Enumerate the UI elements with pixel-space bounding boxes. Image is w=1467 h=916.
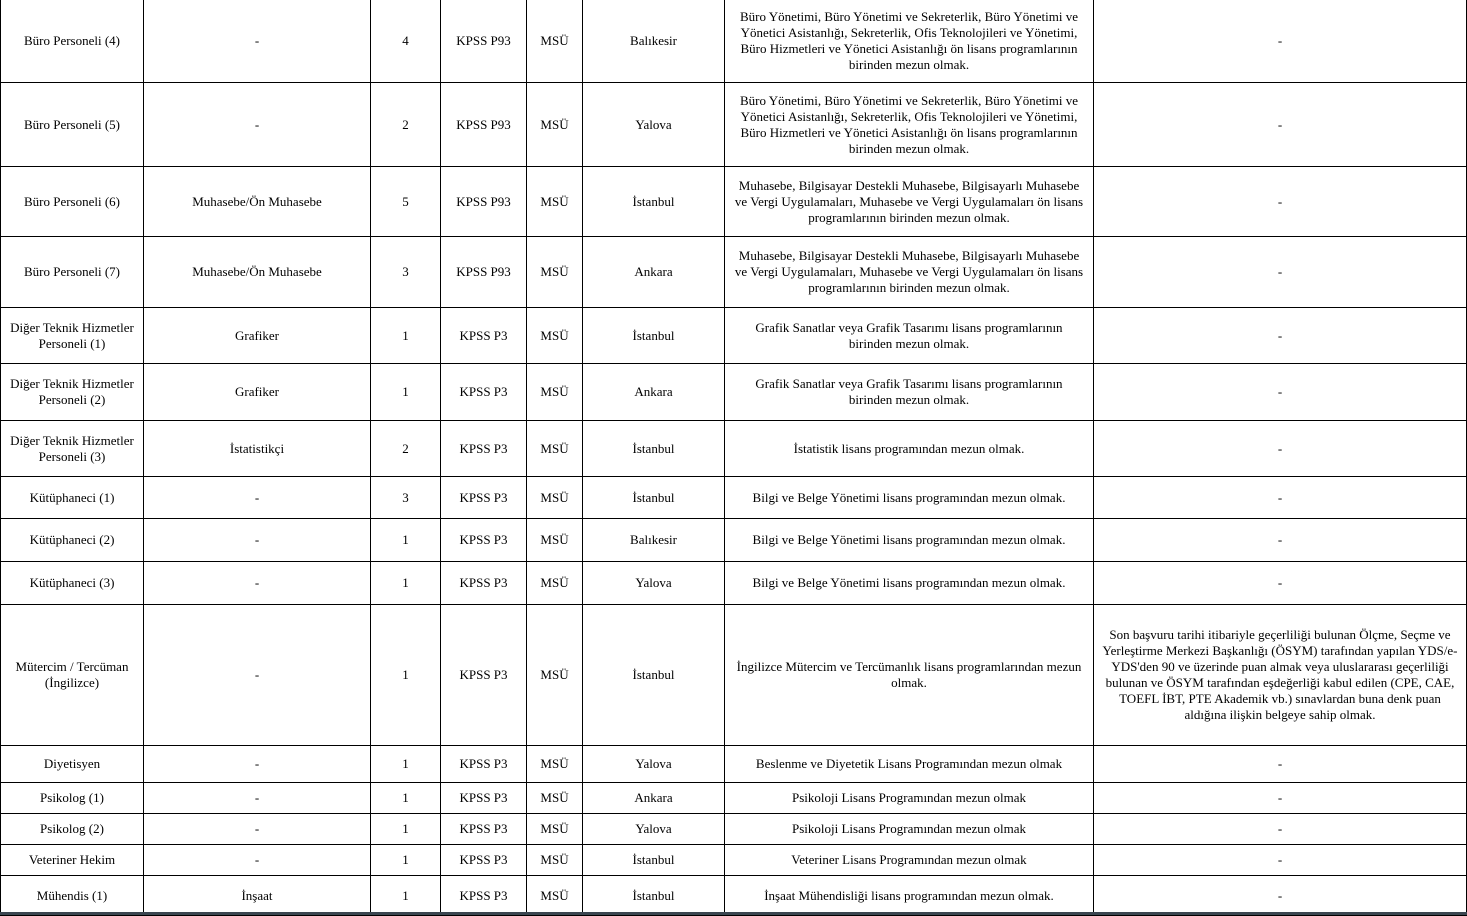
position-title-cell: Veteriner Hekim [1, 845, 144, 876]
education-requirement-cell: Grafik Sanatlar veya Grafik Tasarımı lisans programlarının birinden mezun olmak. [725, 308, 1094, 364]
unit-cell: MSÜ [527, 845, 583, 876]
other-requirement-cell: - [1094, 783, 1467, 814]
position-title-cell: Diğer Teknik Hizmetler Personeli (1) [1, 308, 144, 364]
education-requirement-cell: İngilizce Mütercim ve Tercümanlık lisans programlarından mezun olmak. [725, 605, 1094, 746]
city-cell: İstanbul [583, 421, 725, 477]
specialty-cell: - [144, 562, 371, 605]
table-row [1, 746, 1467, 783]
city-cell: Ankara [583, 783, 725, 814]
unit-cell: MSÜ [527, 605, 583, 746]
count-cell: 3 [371, 237, 441, 308]
unit-cell: MSÜ [527, 783, 583, 814]
count-cell: 3 [371, 477, 441, 519]
count-cell: 1 [371, 814, 441, 845]
position-title-cell: Diğer Teknik Hizmetler Personeli (3) [1, 421, 144, 477]
city-cell: Yalova [583, 562, 725, 605]
city-cell: İstanbul [583, 477, 725, 519]
exam-score-type-cell: KPSS P3 [441, 562, 527, 605]
specialty-cell: Grafiker [144, 364, 371, 421]
exam-score-type-cell: KPSS P3 [441, 845, 527, 876]
education-requirement-cell: Psikoloji Lisans Programından mezun olmak [725, 814, 1094, 845]
specialty-cell: - [144, 845, 371, 876]
other-requirement-cell: - [1094, 237, 1467, 308]
city-cell: Ankara [583, 364, 725, 421]
unit-cell: MSÜ [527, 876, 583, 916]
specialty-cell: - [144, 519, 371, 562]
position-title-cell: Büro Personeli (4) [1, 0, 144, 83]
city-cell: İstanbul [583, 876, 725, 916]
city-cell: İstanbul [583, 308, 725, 364]
position-title-cell: Kütüphaneci (1) [1, 477, 144, 519]
city-cell: İstanbul [583, 605, 725, 746]
table-row [1, 0, 1467, 83]
table-row [1, 364, 1467, 421]
position-title-cell: Psikolog (2) [1, 814, 144, 845]
exam-score-type-cell: KPSS P3 [441, 421, 527, 477]
count-cell: 1 [371, 308, 441, 364]
position-title-cell: Psikolog (1) [1, 783, 144, 814]
city-cell: Balıkesir [583, 0, 725, 83]
other-requirement-cell: - [1094, 814, 1467, 845]
education-requirement-cell: Bilgi ve Belge Yönetimi lisans programından mezun olmak. [725, 477, 1094, 519]
education-requirement-cell: Bilgi ve Belge Yönetimi lisans programından mezun olmak. [725, 562, 1094, 605]
table-row [1, 477, 1467, 519]
count-cell: 2 [371, 83, 441, 167]
count-cell: 1 [371, 364, 441, 421]
position-title-cell: Diyetisyen [1, 746, 144, 783]
city-cell: Ankara [583, 237, 725, 308]
city-cell: Yalova [583, 814, 725, 845]
specialty-cell: İnşaat [144, 876, 371, 916]
position-title-cell: Kütüphaneci (3) [1, 562, 144, 605]
education-requirement-cell: Muhasebe, Bilgisayar Destekli Muhasebe, Bilgisayarlı Muhasebe ve Vergi Uygulamaları, Muhasebe ve Vergi Uygulamaları ön lisans programlarının birinden mezun olmak. [725, 237, 1094, 308]
count-cell: 1 [371, 562, 441, 605]
table-row [1, 845, 1467, 876]
other-requirement-cell: - [1094, 845, 1467, 876]
education-requirement-cell: Muhasebe, Bilgisayar Destekli Muhasebe, Bilgisayarlı Muhasebe ve Vergi Uygulamaları, Muhasebe ve Vergi Uygulamaları ön lisans programlarının birinden mezun olmak. [725, 167, 1094, 237]
table-row [1, 562, 1467, 605]
position-title-cell: Büro Personeli (6) [1, 167, 144, 237]
other-requirement-cell: - [1094, 167, 1467, 237]
other-requirement-cell: Son başvuru tarihi itibariyle geçerliliği bulunan Ölçme, Seçme ve Yerleştirme Merkezi Başkanlığı (ÖSYM) tarafından yapılan YDS/e-YDS'den 90 ve üzerinde puan almak veya uluslararası geçerliliği bulunan ve ÖSYM tarafından eşdeğerliği kabul edilen (CPE, CAE, TOEFL İBT, PTE Akademik vb.) sınavlardan buna denk puan aldığına ilişkin belgeye sahip olmak. [1094, 605, 1467, 746]
exam-score-type-cell: KPSS P3 [441, 477, 527, 519]
unit-cell: MSÜ [527, 477, 583, 519]
table-row [1, 519, 1467, 562]
unit-cell: MSÜ [527, 519, 583, 562]
other-requirement-cell: - [1094, 0, 1467, 83]
specialty-cell: - [144, 0, 371, 83]
other-requirement-cell: - [1094, 876, 1467, 916]
unit-cell: MSÜ [527, 421, 583, 477]
exam-score-type-cell: KPSS P3 [441, 364, 527, 421]
education-requirement-cell: Psikoloji Lisans Programından mezun olmak [725, 783, 1094, 814]
unit-cell: MSÜ [527, 237, 583, 308]
specialty-cell: - [144, 83, 371, 167]
other-requirement-cell: - [1094, 421, 1467, 477]
exam-score-type-cell: KPSS P93 [441, 167, 527, 237]
specialty-cell: - [144, 783, 371, 814]
unit-cell: MSÜ [527, 0, 583, 83]
education-requirement-cell: Veteriner Lisans Programından mezun olmak [725, 845, 1094, 876]
table-row [1, 876, 1467, 916]
position-title-cell: Büro Personeli (5) [1, 83, 144, 167]
specialty-cell: Muhasebe/Ön Muhasebe [144, 237, 371, 308]
table-body [1, 0, 1467, 916]
specialty-cell: - [144, 814, 371, 845]
specialty-cell: Muhasebe/Ön Muhasebe [144, 167, 371, 237]
other-requirement-cell: - [1094, 562, 1467, 605]
count-cell: 5 [371, 167, 441, 237]
unit-cell: MSÜ [527, 167, 583, 237]
education-requirement-cell: İstatistik lisans programından mezun olmak. [725, 421, 1094, 477]
count-cell: 1 [371, 519, 441, 562]
exam-score-type-cell: KPSS P93 [441, 0, 527, 83]
specialty-cell: Grafiker [144, 308, 371, 364]
other-requirement-cell: - [1094, 83, 1467, 167]
count-cell: 4 [371, 0, 441, 83]
position-title-cell: Mütercim / Tercüman (İngilizce) [1, 605, 144, 746]
position-title-cell: Mühendis (1) [1, 876, 144, 916]
education-requirement-cell: Büro Yönetimi, Büro Yönetimi ve Sekreterlik, Büro Yönetimi ve Yönetici Asistanlığı, Sekreterlik, Ofis Teknolojileri ve Yönetimi, Büro Hizmetleri ve Yönetici Asistanlığı ön lisans programlarının birinden mezun olmak. [725, 83, 1094, 167]
education-requirement-cell: Büro Yönetimi, Büro Yönetimi ve Sekreterlik, Büro Yönetimi ve Yönetici Asistanlığı, Sekreterlik, Ofis Teknolojileri ve Yönetimi, Büro Hizmetleri ve Yönetici Asistanlığı ön lisans programlarının birinden mezun olmak. [725, 0, 1094, 83]
count-cell: 2 [371, 421, 441, 477]
exam-score-type-cell: KPSS P3 [441, 746, 527, 783]
exam-score-type-cell: KPSS P93 [441, 83, 527, 167]
unit-cell: MSÜ [527, 746, 583, 783]
count-cell: 1 [371, 845, 441, 876]
specialty-cell: - [144, 746, 371, 783]
unit-cell: MSÜ [527, 83, 583, 167]
other-requirement-cell: - [1094, 364, 1467, 421]
specialty-cell: İstatistikçi [144, 421, 371, 477]
exam-score-type-cell: KPSS P3 [441, 308, 527, 364]
education-requirement-cell: Beslenme ve Diyetetik Lisans Programından mezun olmak [725, 746, 1094, 783]
city-cell: Yalova [583, 746, 725, 783]
table-row [1, 167, 1467, 237]
exam-score-type-cell: KPSS P3 [441, 519, 527, 562]
other-requirement-cell: - [1094, 519, 1467, 562]
city-cell: Balıkesir [583, 519, 725, 562]
exam-score-type-cell: KPSS P3 [441, 605, 527, 746]
education-requirement-cell: İnşaat Mühendisliği lisans programından mezun olmak. [725, 876, 1094, 916]
table-row [1, 308, 1467, 364]
city-cell: İstanbul [583, 845, 725, 876]
position-title-cell: Büro Personeli (7) [1, 237, 144, 308]
education-requirement-cell: Bilgi ve Belge Yönetimi lisans programından mezun olmak. [725, 519, 1094, 562]
table-row [1, 783, 1467, 814]
education-requirement-cell: Grafik Sanatlar veya Grafik Tasarımı lisans programlarının birinden mezun olmak. [725, 364, 1094, 421]
city-cell: Yalova [583, 83, 725, 167]
position-title-cell: Diğer Teknik Hizmetler Personeli (2) [1, 364, 144, 421]
position-title-cell: Kütüphaneci (2) [1, 519, 144, 562]
unit-cell: MSÜ [527, 562, 583, 605]
unit-cell: MSÜ [527, 814, 583, 845]
city-cell: İstanbul [583, 167, 725, 237]
table-row [1, 605, 1467, 746]
table-row [1, 421, 1467, 477]
exam-score-type-cell: KPSS P3 [441, 876, 527, 916]
count-cell: 1 [371, 783, 441, 814]
exam-score-type-cell: KPSS P93 [441, 237, 527, 308]
exam-score-type-cell: KPSS P3 [441, 814, 527, 845]
table-row [1, 237, 1467, 308]
specialty-cell: - [144, 605, 371, 746]
exam-score-type-cell: KPSS P3 [441, 783, 527, 814]
count-cell: 1 [371, 746, 441, 783]
other-requirement-cell: - [1094, 477, 1467, 519]
unit-cell: MSÜ [527, 364, 583, 421]
other-requirement-cell: - [1094, 746, 1467, 783]
table-row [1, 814, 1467, 845]
unit-cell: MSÜ [527, 308, 583, 364]
count-cell: 1 [371, 605, 441, 746]
specialty-cell: - [144, 477, 371, 519]
count-cell: 1 [371, 876, 441, 916]
table-row [1, 83, 1467, 167]
other-requirement-cell: - [1094, 308, 1467, 364]
